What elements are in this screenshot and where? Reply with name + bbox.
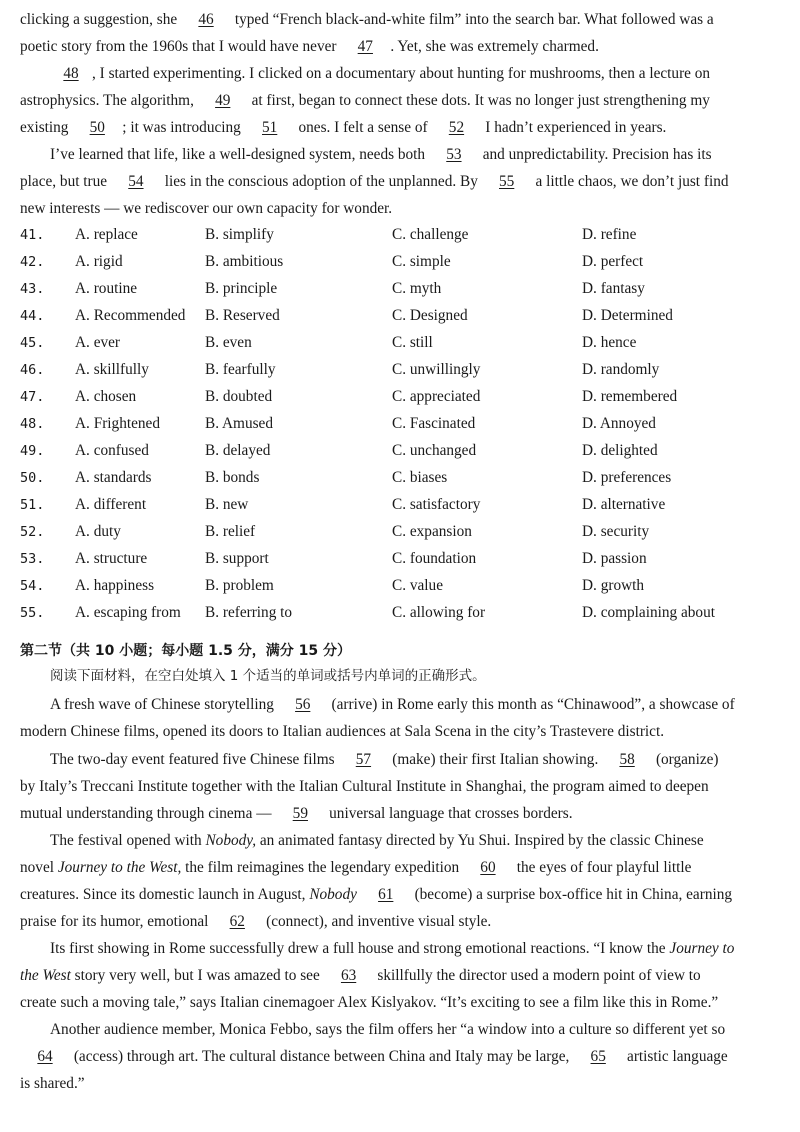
passage-line	[20, 172, 782, 192]
text: praise for its humor, emotional	[20, 913, 209, 930]
blank-47[interactable]: 47	[357, 38, 373, 55]
option-d[interactable]: D. randomly	[582, 361, 660, 378]
blank-52[interactable]: 52	[448, 119, 465, 136]
option-c[interactable]: C. challenge	[392, 226, 469, 243]
text: poetic story from the 1960s that I would have never	[20, 38, 337, 55]
text: A fresh wave of Chinese storytelling	[50, 696, 274, 713]
text: lies in the conscious adoption of the unplanned. By	[164, 173, 478, 190]
blank-61[interactable]: 61	[378, 886, 394, 903]
option-d[interactable]: D. remembered	[582, 388, 678, 405]
option-b[interactable]: B. Reserved	[205, 307, 280, 324]
passage-line	[50, 750, 782, 770]
option-row-51	[20, 495, 800, 515]
text: (access) through art. The cultural distance between China and Italy may be large,	[73, 1048, 570, 1065]
question-number: 45.	[20, 335, 45, 351]
option-b[interactable]: B. delayed	[205, 442, 271, 459]
passage-line	[20, 966, 782, 986]
text: I’ve learned that life, like a well-designed system, needs both	[50, 146, 426, 163]
option-c[interactable]: C. value	[392, 577, 443, 594]
option-row-54	[20, 576, 800, 596]
passage-line	[20, 722, 782, 742]
option-a[interactable]: A. standards	[75, 469, 152, 486]
text: a little chaos, we don’t just find	[535, 173, 729, 190]
option-b[interactable]: B. support	[205, 550, 269, 567]
option-b[interactable]: B. simplify	[205, 226, 274, 243]
text: the film reimagines the legendary expedition	[185, 859, 460, 876]
text: an animated fantasy directed by Yu Shui. Inspired by the classic Chinese	[259, 832, 704, 849]
blank-55[interactable]: 55	[499, 173, 515, 190]
option-a[interactable]: A. ever	[75, 334, 121, 351]
option-d[interactable]: D. perfect	[582, 253, 644, 270]
option-b[interactable]: B. Amused	[205, 415, 273, 432]
passage-line	[20, 10, 782, 30]
option-d[interactable]: D. delighted	[582, 442, 658, 459]
blank-50[interactable]: 50	[89, 119, 105, 136]
text: . Yet, she was extremely charmed.	[390, 38, 599, 55]
text: by Italy’s Treccani Institute together with the Italian Cultural Institute in Shanghai, the program aimed to deepen	[20, 778, 709, 795]
passage-line	[20, 993, 782, 1013]
option-row-49	[20, 441, 800, 461]
text: creatures. Since its domestic launch in August,	[20, 886, 306, 903]
option-a[interactable]: A. duty	[75, 523, 121, 540]
question-number: 42.	[20, 254, 45, 270]
blank-46[interactable]: 46	[198, 11, 214, 28]
option-d[interactable]: D. passion	[582, 550, 647, 567]
question-number: 49.	[20, 443, 45, 459]
text: universal language that crosses borders.	[329, 805, 573, 822]
text: is shared.”	[20, 1075, 85, 1092]
text: (connect), and inventive visual style.	[266, 913, 492, 930]
text: (arrive) in Rome early this month as “Chinawood”, a showcase of	[331, 696, 735, 713]
section-instruction: 阅读下面材料，在空白处填入 1 个适当的单词或括号内单词的正确形式。	[50, 668, 486, 684]
option-d[interactable]: D. security	[582, 523, 650, 540]
passage-line	[20, 912, 782, 932]
option-a[interactable]: A. different	[75, 496, 147, 513]
film-title: Nobody	[309, 886, 357, 903]
option-c[interactable]: C. Designed	[392, 307, 468, 324]
option-d[interactable]: D. hence	[582, 334, 637, 351]
option-a[interactable]: A. rigid	[75, 253, 123, 270]
blank-53[interactable]: 53	[446, 146, 462, 163]
blank-54[interactable]: 54	[128, 173, 144, 190]
option-row-43	[20, 279, 800, 299]
option-row-47	[20, 387, 800, 407]
option-c[interactable]: C. unchanged	[392, 442, 477, 459]
passage-line	[50, 695, 782, 715]
text: story very well, but I was amazed to see	[74, 967, 320, 984]
blank-60[interactable]: 60	[480, 859, 496, 876]
blank-59[interactable]: 59	[292, 805, 308, 822]
option-b[interactable]: B. ambitious	[205, 253, 284, 270]
text: (make) their first Italian showing.	[392, 751, 599, 768]
option-c[interactable]: C. foundation	[392, 550, 477, 567]
option-row-48	[20, 414, 800, 434]
option-d[interactable]: D. alternative	[582, 496, 666, 513]
passage-line	[50, 1020, 782, 1040]
option-c[interactable]: C. simple	[392, 253, 451, 270]
option-b[interactable]: B. problem	[205, 577, 274, 594]
text: the eyes of four playful little	[516, 859, 692, 876]
option-d[interactable]: D. Determined	[582, 307, 673, 324]
text: (organize)	[655, 751, 719, 768]
passage-line	[20, 804, 782, 824]
text: mutual understanding through cinema —	[20, 805, 272, 822]
passage-line	[20, 91, 782, 111]
blank-65[interactable]: 65	[590, 1048, 606, 1065]
question-number: 48.	[20, 416, 45, 432]
option-b[interactable]: B. doubted	[205, 388, 273, 405]
option-d[interactable]: D. fantasy	[582, 280, 645, 297]
blank-63[interactable]: 63	[340, 967, 357, 984]
option-b[interactable]: B. bonds	[205, 469, 260, 486]
option-a[interactable]: A. chosen	[75, 388, 137, 405]
option-c[interactable]: C. biases	[392, 469, 448, 486]
text: at first, began to connect these dots. It was no longer just strengthening my	[251, 92, 710, 109]
text: artistic language	[627, 1048, 728, 1065]
novel-title: Journey to the West,	[57, 859, 182, 876]
option-c[interactable]: C. allowing for	[392, 604, 486, 621]
passage-line	[20, 1074, 782, 1094]
option-a[interactable]: A. replace	[75, 226, 138, 243]
option-row-50	[20, 468, 800, 488]
passage-line	[20, 118, 782, 138]
text: The two-day event featured five Chinese films	[50, 751, 335, 768]
option-c[interactable]: C. appreciated	[392, 388, 481, 405]
option-d[interactable]: D. complaining about	[582, 604, 715, 621]
option-a[interactable]: A. skillfully	[75, 361, 149, 378]
text: Its first showing in Rome successfully drew a full house and strong emotional reactions. “I know the	[50, 940, 666, 957]
option-a[interactable]: A. structure	[75, 550, 148, 567]
passage-line	[20, 199, 782, 219]
text: new interests — we rediscover our own capacity for wonder.	[20, 200, 393, 217]
text: astrophysics. The algorithm,	[20, 92, 194, 109]
option-d[interactable]: D. growth	[582, 577, 645, 594]
option-d[interactable]: D. preferences	[582, 469, 672, 486]
blank-62[interactable]: 62	[229, 913, 245, 930]
option-c[interactable]: C. myth	[392, 280, 442, 297]
blank-49[interactable]: 49	[215, 92, 231, 109]
option-a[interactable]: A. routine	[75, 280, 138, 297]
option-row-42	[20, 252, 800, 272]
option-c[interactable]: C. unwillingly	[392, 361, 481, 378]
blank-48[interactable]: 48	[63, 65, 79, 82]
passage-line	[20, 885, 782, 905]
question-number: 43.	[20, 281, 45, 297]
question-number: 54.	[20, 578, 45, 594]
passage-line	[50, 145, 782, 165]
text: novel	[20, 859, 54, 876]
option-d[interactable]: D. Annoyed	[582, 415, 656, 432]
option-a[interactable]: A. escaping from	[75, 604, 181, 621]
question-number: 41.	[20, 227, 45, 243]
option-row-52	[20, 522, 800, 542]
section-heading: 第二节（共 10 小题；每小题 1.5 分，满分 15 分）	[20, 643, 352, 659]
option-row-44	[20, 306, 800, 326]
text: ones. I felt a sense of	[298, 119, 428, 136]
option-a[interactable]: A. happiness	[75, 577, 155, 594]
question-number: 50.	[20, 470, 45, 486]
passage-line	[50, 831, 782, 851]
option-c[interactable]: C. still	[392, 334, 433, 351]
text: place, but true	[20, 173, 108, 190]
option-c[interactable]: C. satisfactory	[392, 496, 481, 513]
question-number: 46.	[20, 362, 45, 378]
option-b[interactable]: B. referring to	[205, 604, 293, 621]
option-a[interactable]: A. Recommended	[75, 307, 186, 324]
text: typed “French black-and-white film” into the search bar. What followed was a	[234, 11, 714, 28]
option-c[interactable]: C. Fascinated	[392, 415, 476, 432]
passage-line	[50, 939, 782, 959]
option-b[interactable]: B. principle	[205, 280, 278, 297]
passage-line	[50, 64, 782, 84]
text: (become) a surprise box-office hit in China, earning	[414, 886, 733, 903]
text: skillfully the director used a modern point of view to	[377, 967, 701, 984]
option-b[interactable]: B. fearfully	[205, 361, 276, 378]
option-row-45	[20, 333, 800, 353]
text: existing	[20, 119, 69, 136]
text: modern Chinese films, opened its doors to Italian audiences at Sala Scena in the city’s Trastevere district.	[20, 723, 665, 740]
passage-line	[20, 37, 782, 57]
passage-line	[20, 858, 782, 878]
film-title: Nobody,	[205, 832, 257, 849]
option-b[interactable]: B. relief	[205, 523, 256, 540]
passage-line	[20, 1047, 782, 1067]
novel-title: the West	[20, 967, 71, 984]
text: I hadn’t experienced in years.	[485, 119, 667, 136]
question-number: 51.	[20, 497, 45, 513]
option-d[interactable]: D. refine	[582, 226, 637, 243]
option-a[interactable]: A. Frightened	[75, 415, 160, 432]
text: The festival opened with	[50, 832, 202, 849]
option-c[interactable]: C. expansion	[392, 523, 472, 540]
text: Another audience member, Monica Febbo, says the film offers her “a window into a culture so different yet so	[50, 1021, 726, 1038]
option-b[interactable]: B. new	[205, 496, 249, 513]
text: , I started experimenting. I clicked on a documentary about hunting for mushrooms, then a lecture on	[92, 65, 711, 82]
option-row-41	[20, 225, 800, 245]
question-number: 53.	[20, 551, 45, 567]
option-row-55	[20, 603, 800, 623]
text: and unpredictability. Precision has its	[482, 146, 712, 163]
blank-58[interactable]: 58	[619, 751, 635, 768]
blank-51[interactable]: 51	[262, 119, 278, 136]
novel-title: Journey to	[669, 940, 735, 957]
blank-64[interactable]: 64	[37, 1048, 53, 1065]
passage-line	[20, 777, 782, 797]
blank-56[interactable]: 56	[295, 696, 311, 713]
question-number: 44.	[20, 308, 45, 324]
text: create such a moving tale,” says Italian cinemagoer Alex Kislyakov. “It’s exciting to see a film like this in Rome.”	[20, 994, 719, 1011]
question-number: 52.	[20, 524, 45, 540]
blank-57[interactable]: 57	[355, 751, 372, 768]
option-b[interactable]: B. even	[205, 334, 252, 351]
option-a[interactable]: A. confused	[75, 442, 149, 459]
text: ; it was introducing	[122, 119, 241, 136]
question-number: 47.	[20, 389, 45, 405]
option-row-46	[20, 360, 800, 380]
option-row-53	[20, 549, 800, 569]
question-number: 55.	[20, 605, 45, 621]
text: clicking a suggestion, she	[20, 11, 178, 28]
